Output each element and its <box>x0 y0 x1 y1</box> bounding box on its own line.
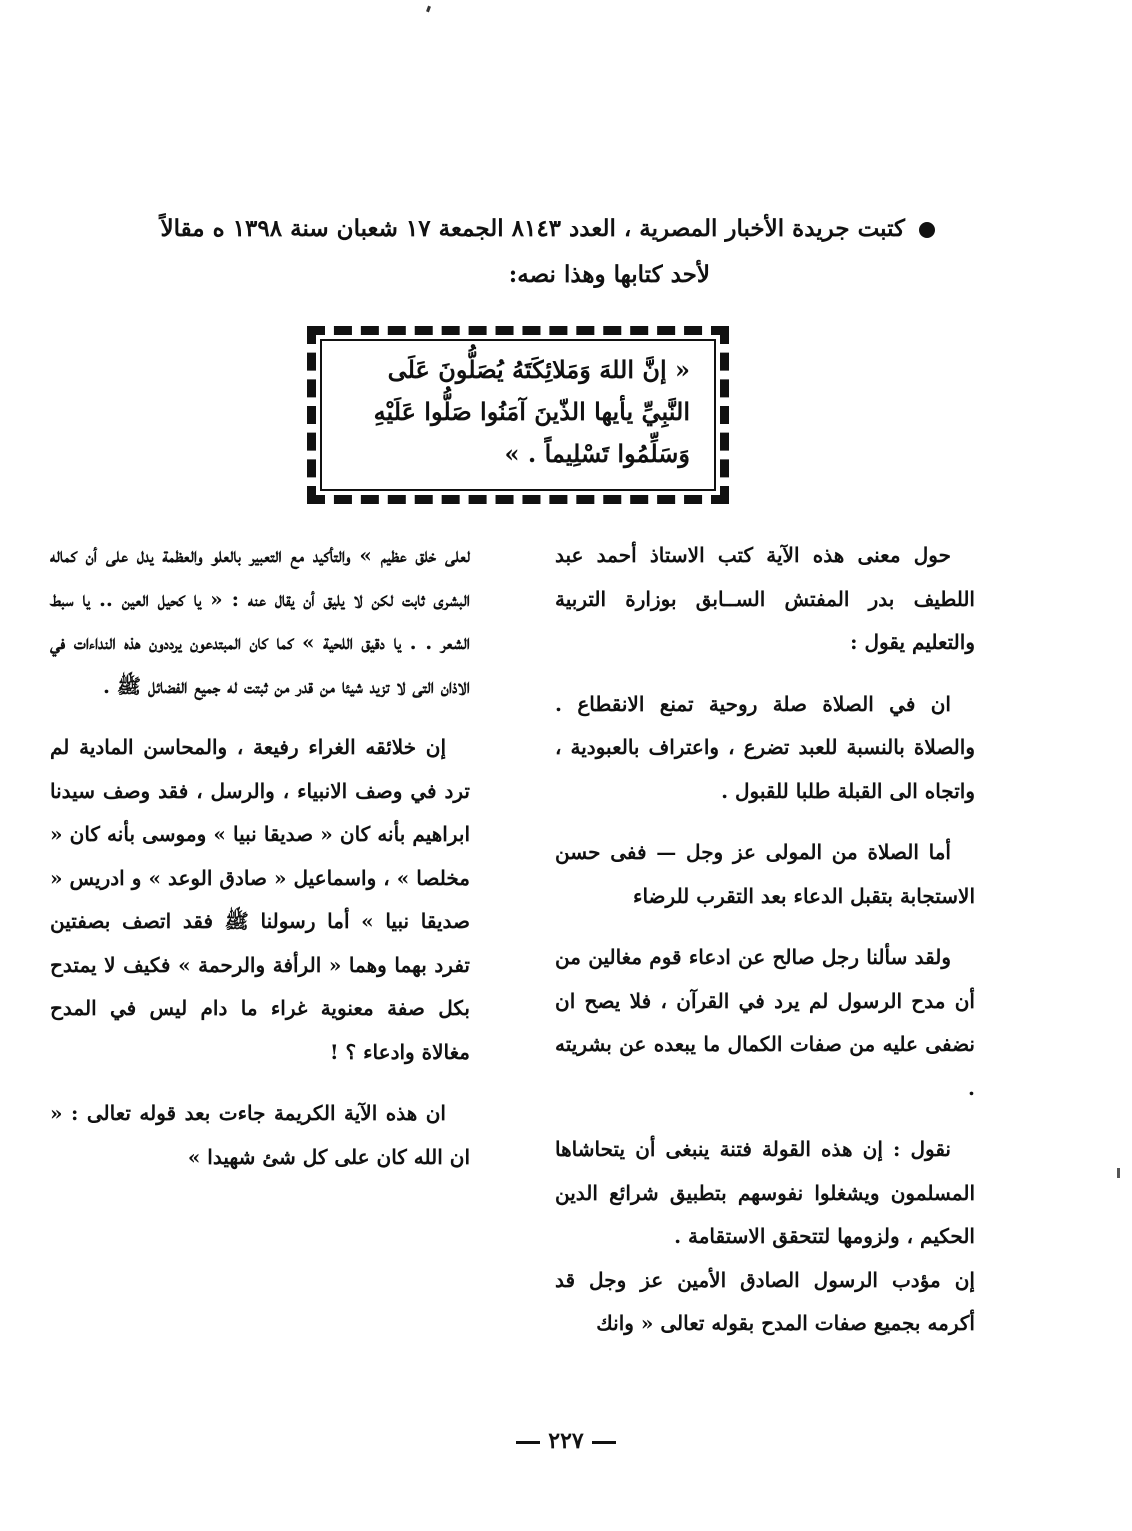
paragraph: لعلى خلق عظيم » والتأكيد مع التعبير بالعلو والعظمة يدل على أن كماله البشرى ثابت لكن لا يليق أن يقال عنه : « يا كحيل العين .. يا سبط الشعر . . يا دقيق اللحية » كما كان المبتدعون يرددون هذه النداءات في الاذان التى لا تزيد شيئا من قدر من ثبتت له جميع الفضائل ﷺ . <box>50 543 470 698</box>
page-number: ٢٢٧ <box>0 1428 1132 1454</box>
paragraph: ان هذه الآية الكريمة جاءت بعد قوله تعالى : « ان الله كان على كل شئ شهيدا » <box>50 1101 470 1169</box>
paragraph: إن مؤدب الرسول الصادق الأمين عز وجل قد أكرمه بجميع صفات المدح بقوله تعالى « وانك <box>555 1267 975 1335</box>
intro-line-1: كتبت جريدة الأخبار المصرية ، العدد ٨١٤٣ الجمعة ١٧ شعبان سنة ١٣٩٨ ه مقالاً <box>90 206 935 252</box>
right-column <box>555 534 975 1364</box>
verse-line-3: وَسَلِّمُوا تَسْلِيماً . » <box>504 439 690 468</box>
dash-icon <box>592 1441 616 1444</box>
left-column <box>50 534 470 1197</box>
paragraph: ولقد سألنا رجل صالح عن ادعاء قوم مغالين من أن مدح الرسول لم يرد في القرآن ، فلا يصح ان نضفى عليه من صفات الكمال ما يبعده عن بشريته . <box>555 945 975 1100</box>
scan-mark <box>1117 1168 1120 1178</box>
paragraph: أما الصلاة من المولى عز وجل — ففى حسن الاستجابة بتقبل الدعاء بعد التقرب للرضاء <box>555 840 975 908</box>
dash-icon <box>516 1441 540 1444</box>
quran-verse-box <box>307 326 729 504</box>
intro-paragraph <box>90 206 935 298</box>
intro-line-2: لأحد كتابها وهذا نصه: <box>508 261 710 288</box>
scan-mark <box>426 6 431 13</box>
paragraph: إن خلائقه الغراء رفيعة ، والمحاسن المادية لم ترد في وصف الانبياء ، والرسل ، فقد وصف سيدنا ابراهيم بأنه كان « صديقا نبيا » وموسى بأنه كان « مخلصا » ، واسماعيل « صادق الوعد » و ادريس « صديقا نبيا » أما رسولنا ﷺ فقد اتصف بصفتين تفرد بهما وهما « الرأفة والرحمة » فكيف لا يمتدح بكل صفة معنوية غراء ما دام ليس في المدح مغالاة وادعاء ؟ ! <box>50 735 470 1064</box>
verse-line-2: النَّبِيِّ يأيها الذّينَ آمَنُوا صَلُّوا عَلَيْهِ <box>373 397 690 426</box>
bullet-icon <box>919 222 935 238</box>
paragraph: نقول : إن هذه القولة فتنة ينبغى أن يتحاشاها المسلمون ويشغلوا نفوسهم بتطبيق شرائع الدين الحكيم ، ولزومها لتتحقق الاستقامة . <box>555 1137 975 1248</box>
paragraph: ان في الصلاة صلة روحية تمنع الانقطاع . والصلاة بالنسبة للعبد تضرع ، واعتراف بالعبودية ، واتجاه الى القبلة طلبا للقبول . <box>555 691 975 803</box>
verse-line-1: « إنَّ اللهَ وَمَلائِكَتَهُ يُصَلُّونَ عَلَى <box>387 355 690 384</box>
paragraph: حول معنى هذه الآية كتب الاستاذ أحمد عبد اللطيف بدر المفتش الســابق بوزارة التربية والتعليم يقول : <box>555 543 975 654</box>
